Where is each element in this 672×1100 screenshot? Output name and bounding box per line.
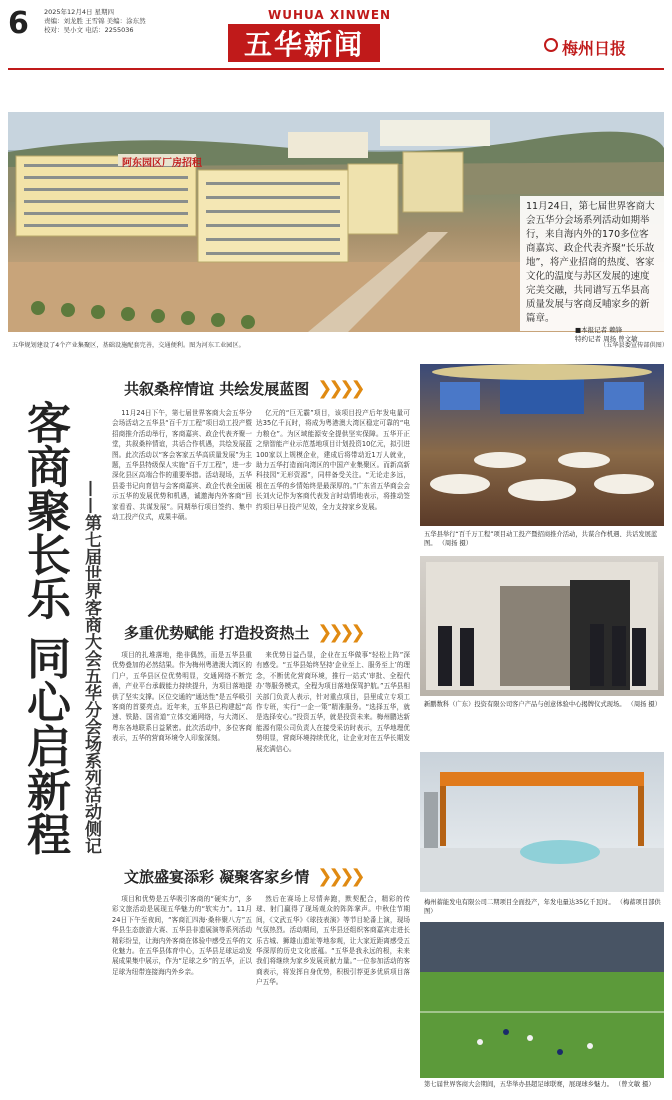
photo-4-caption-text: 第七届世界客商大会期间，五华举办县超足球联赛，展现球乡魅力。 — [424, 1081, 613, 1088]
chevron-right-icon: ❯❯❯❯ — [317, 866, 362, 887]
section-3-col-1: 项目和优势是五华吸引客商的“硬实力”，多彩文旅活动是展现五华魅力的“软实力”。11月24日下午至夜间，“客商汇四海·桑梓聚八方”五华县生态旅游大赛、五华县非遗展演等系列活动精彩纷呈，让海内外客商在体验中感受五华的文化魅力。在五华县体育中心，五华县足球运动发展成果集中展示，作为“足球之乡”的五华，正以足球为纽带连接海内外乡亲。 — [112, 895, 252, 976]
section-1-title-text: 共叙桑梓情谊 共绘发展蓝图 — [124, 380, 310, 398]
photo-1-caption-text: 五华县举行“百千万工程”项目动工投产暨招商推介活动，共谋合作机遇、共话发展蓝图。 — [424, 531, 658, 547]
football-illustration — [420, 922, 664, 1078]
photo-3-caption-text: 梅州蓄能发电有限公司二期项目全面投产，年发电量达35亿千瓦时。 — [424, 899, 615, 906]
hero-photo-source: （五华县委宣传部供图） — [600, 342, 669, 349]
main-headline: 客商聚长乐 同心启新程 — [19, 400, 70, 856]
conference-illustration — [420, 364, 664, 526]
paper-logo-icon — [544, 38, 558, 52]
section-1-title — [124, 378, 414, 399]
photo-3-caption — [424, 898, 662, 916]
section-brand-en: WUHUA XINWEN — [268, 8, 392, 22]
section-1-col-2: 亿元的“巨无霸”项目，该项目投产后年发电量可达35亿千瓦时，将成为粤港澳大湾区稳定可靠的“电力粮仓”。为区域能源安全提供坚实保障。五华开正之鼎智能产业示范基地项目计划投资10亿元，拟引进100家以上规模企业，建成后将带动近1万人就业，助力五华打造面向湾区的中国产业集聚区。而新高新科技园“无形资源”，同样备受关注。“无论走多远，根在五华的乡情始终是最深厚的。”广东省五华商会会长刘火记作为客商代表发言时动情地表示，将推动签约项目早日投产见效，全力支持家乡发展。 — [256, 409, 410, 511]
factory-sign: 阿东园区厂房招租 — [122, 158, 202, 169]
chevron-right-icon: ❯❯❯❯ — [317, 622, 362, 643]
photo-football-match — [420, 922, 664, 1078]
section-2-title — [124, 622, 414, 643]
photo-2-caption — [424, 700, 662, 709]
chevron-right-icon: ❯❯❯❯ — [317, 378, 362, 399]
hero-photo-note: 五华规划建设了4个产业集聚区，基础设施配套完善，交通便利。图为河东工业园区。 — [12, 342, 245, 349]
editor-line: 责编：刘龙胜 王雪锦 美编：涂东然 — [44, 17, 146, 25]
photo-unveiling-ceremony — [420, 556, 664, 696]
section-2-title-text: 多重优势赋能 打造投资热土 — [124, 624, 310, 642]
power-plant-illustration — [420, 752, 664, 892]
photo-1-caption — [424, 530, 662, 548]
credit-line-1: ■本报记者 赖锋 — [575, 326, 623, 334]
section-2-col-2: 来优势日益凸显，企业在五华做事“轻松上阵”深有感受。“五华县始终坚持‘企业至上、服务至上’的理念，不断优化营商环境，推行一站式‘审批、全程代办’等服务模式，全程为项目落地保驾护航。”五华县相关部门负责人表示，针对重点项目，县里成立专项工作专班，实行“一企一策”精准服务。“选择五华，就是选择安心。”投资五华，就是投资未来。梅州鹏达新能源有限公司负责人在接受采访时表示，五华地理优势明显，营商环境持续优化，让企业对在五华长期发展充满信心。 — [256, 651, 410, 753]
section-3-title — [124, 866, 414, 887]
paper-name: 梅州日报 — [562, 39, 627, 58]
credit-line-2: 特约记者 周扬 曾文敏 — [575, 335, 638, 343]
photo-4-caption — [424, 1080, 662, 1089]
sub-headline: ——第七届世界客商大会五华分会场系列活动侧记 — [81, 480, 101, 854]
section-3-col-2: 然后在赛场上尽情奔跑，默契配合，精彩的传球、射门赢得了现场观众的阵阵掌声。中秋佳节期间，《文武五华》《球技表演》等节目轮番上演，现场气氛热烈。活动期间，五华县还组织客商嘉宾走进长乐古城、狮雄山遗址等地参观，让大家近距离感受五华深厚的历史文化底蕴。“五华是我永远的根，未来我们将继续为家乡发展贡献力量。”一位参加活动的客商表示，将发挥自身优势，积极引荐更多优质项目落户五华。 — [256, 895, 410, 987]
photo-1-credit: （周扬 摄） — [438, 540, 473, 547]
section-2-col-1: 项目的扎堆落地，绝非偶然，而是五华县重优势叠加的必然结果。作为梅州粤港澳大湾区的门户，五华县区位优势明显，交通网络不断完善，产业平台承载能力持续提升，为项目落地提供了坚实支撑。区位交通的“通达性”是五华吸引客商的首要亮点。近年来，五华县已构建起“高速、铁路、国省道”立体交通网络，与大湾区、粤东各地联系日益紧密。此次活动中，多位客商表示，五华的营商环境令人印象深刻。 — [112, 651, 252, 743]
hero-caption: 11月24日，第七届世界客商大会五华分会场系列活动如期举行，来自海内外的170多位客商嘉宾、政企代表齐聚“长乐故地”，将产业招商的热度、客家文化的温度与苏区发展的速度完美交融，共同谱写五华县高质量发展与客商反哺家乡的新篇章。 — [520, 196, 664, 331]
ceremony-illustration — [420, 556, 664, 696]
header-divider — [8, 68, 664, 70]
section-1-col-1: 11月24日下午，第七届世界客商大会五华分会场活动之五华县“百千万工程”项目动工投产暨招商推介活动举行，客商嘉宾、政企代表齐聚一堂，共叙桑梓情谊，共话合作机遇，共绘发展蓝图。此次活动以“客会客家五华高质量发展”为主题，五华县特级保人实施“百千万工程”，进一步深化县区高端合作的重要举措。活动现场，五华县委书记向育信与会客商嘉宾、政企代表全面展示五华的发展优势和机遇，诚邀海内外客商“回家看看、共谋发展”。同期举行项目签约、集中动工投产仪式，成果丰硕。 — [112, 409, 252, 522]
photo-4-credit: （曾文敏 摄） — [614, 1081, 655, 1088]
section-3-title-text: 文旅盛宴添彩 凝聚客家乡情 — [124, 868, 310, 886]
section-brand-title: 五华新闻 — [228, 24, 380, 62]
editor-info — [44, 8, 146, 35]
page-number: 6 — [8, 6, 29, 41]
photo-power-plant-hall — [420, 752, 664, 892]
photo-3-credit: （梅蓄项目部供图） — [424, 899, 661, 915]
date-line: 2025年12月4日 星期四 — [44, 8, 115, 16]
photo-2-credit: （周扬 摄） — [627, 701, 662, 708]
photo-2-caption-text: 新鹏数科（广东）投资有限公司客户产品与创意体验中心揭牌仪式现场。 — [424, 701, 626, 708]
photo-conference-hall — [420, 364, 664, 526]
proof-line: 校对：吴小文 电话：2255036 — [44, 26, 134, 34]
